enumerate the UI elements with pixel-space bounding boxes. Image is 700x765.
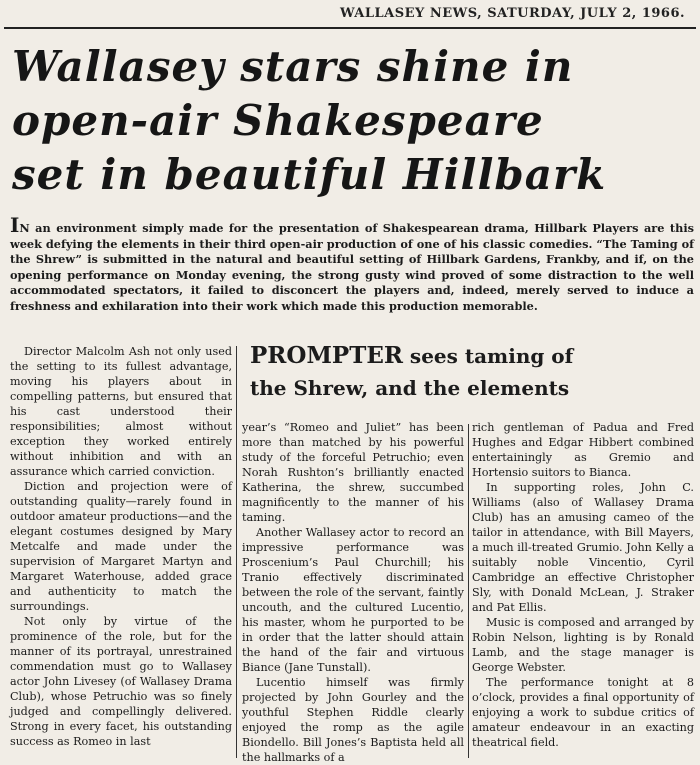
column-1-paragraph-1: Director Malcolm Ash not only used the setting to its fullest advantage, moving his players about in compelling patterns, but ensured that his cast understood their responsibilities; almost without exception they worked entirely without inhibition and with an assurance which carried conviction. <box>10 345 232 478</box>
drop-cap: I <box>10 213 20 237</box>
column-2-paragraph-3: Lucentio himself was firmly projected by John Gourley and the youthful Stephen Riddle clearly enjoyed the romp as the agile Biondello. Bill Jones’s Baptista held all the hallmarks of a <box>242 676 464 764</box>
headline-line-2: open-air Shakespeare <box>12 96 544 145</box>
column-divider <box>236 346 237 758</box>
column-3 <box>472 420 694 750</box>
headline-line-1: Wallasey stars shine in <box>12 42 574 91</box>
column-2-paragraph-2: Another Wallasey actor to record an impressive performance was Proscenium’s Paul Churchill; his Tranio effectively discriminated between the role of the servant, faintly uncouth, and the cultured Lucentio, his master, whom he purported to be in order that the latter should attain the hand of the fair and virtuous Biance (Jane Tunstall). <box>242 526 464 674</box>
headline-line-3: set in beautiful Hillbark <box>12 150 607 199</box>
subheadline-line-1-rest: sees taming of <box>402 344 574 368</box>
subheadline-byline: PROMPTER <box>250 342 403 369</box>
intro-paragraph <box>10 213 694 315</box>
column-1-paragraph-3: Not only by virtue of the prominence of the role, but for the manner of its portrayal, unrestrained commendation must go to Wallasey actor John Livesey (of Wallasey Drama Club), whose Petruchio was so finely judged and compellingly delivered. Strong in every facet, his outstanding success as Romeo in last <box>10 615 232 748</box>
column-3-paragraph-2: In supporting roles, John C. Williams (also of Wallasey Drama Club) has an amusing cameo of the tailor in attendance, with Bill Mayers, a much ill-treated Grumio. John Kelly a suitably noble Vincentio, Cyril Cambridge an effective Christopher Sly, with Donald McLean, J. Straker and Pat Ellis. <box>472 481 694 614</box>
column-1-paragraph-2: Diction and projection were of outstanding quality—rarely found in outdoor amateur productions—and the elegant costumes designed by Mary Metcalfe and made under the supervision of Margaret Martyn and Margaret Waterhouse, added grace and authenticity to match the surroundings. <box>10 480 232 613</box>
column-1 <box>10 344 232 749</box>
column-3-paragraph-3: Music is composed and arranged by Robin Nelson, lighting is by Ronald Lamb, and the stage manager is George Webster. <box>472 616 694 674</box>
subheadline-line-2: the Shrew, and the elements <box>250 376 570 400</box>
masthead: WALLASEY NEWS, SATURDAY, JULY 2, 1966. <box>340 6 686 21</box>
column-2 <box>242 420 464 765</box>
subheadline <box>250 340 690 404</box>
column-3-paragraph-1: rich gentleman of Padua and Fred Hughes and Edgar Hibbert combined entertainingly as Gremio and Hortensio suitors to Bianca. <box>472 421 694 479</box>
headline <box>12 40 692 202</box>
column-2-paragraph-1: year’s “Romeo and Juliet” has been more than matched by his powerful study of the forceful Petruchio; even Norah Rushton’s brilliantly enacted Katherina, the shrew, succumbed magnificently to the manner of his taming. <box>242 421 464 524</box>
subheadline-line-1 <box>250 340 690 372</box>
column-divider-2 <box>468 424 469 758</box>
column-3-paragraph-4: The performance tonight at 8 o’clock, provides a final opportunity of enjoying a work to subdue critics of amateur endeavour in an exacting theatrical field. <box>472 676 694 749</box>
masthead-rule <box>4 27 696 29</box>
intro-text: N an environment simply made for the presentation of Shakespearean drama, Hillbark Players are this week defying the elements in their third open-air production of one of his classic comedies. “The Taming of the Shrew” is submitted in the natural and beautiful setting of Hillbark Gardens, Frankby, and if, on the opening performance on Monday evening, the strong gusty wind proved of some distraction to the well accommodated spectators, it failed to disconcert the players and, indeed, merely served to induce a freshness and exhilaration into their work which made this production memorable. <box>10 221 694 313</box>
